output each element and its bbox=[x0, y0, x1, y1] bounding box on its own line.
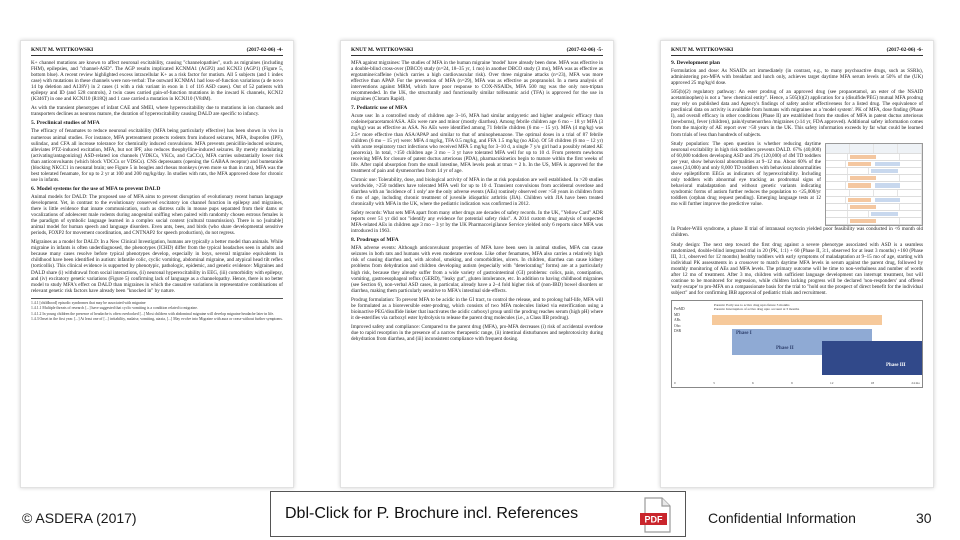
gantt-row-label: DSR bbox=[674, 329, 681, 334]
paragraph: Migraines as a model for DALD: In a New Clinical Investigation, humans are typically a better model than animals. While migraine in infants is often underdiagnosed, the phenotypes (ICHD) differ from the typical headaches seen in adults and because many cases resolve before typical phenotypes develop, especially in boys, several migraine equivalents in childhood have been identified in autism: infantile colic, cyclic vomiting, abdominal migraine, and atypical head tilt reflex (torticollis). This clinical evidence is supported by phenotypic, pathologic, epidemic, and genetic evidence: Migraines and DALD share (i) withdrawal from social interactions, (ii) neuronal hyperexcitability in EEG, (iii) comorbidity with epilepsy, and (iv) excitatory genetic variations (Figure 5) confirming lack of language as a channelopathy. Hence, there is no better model to study MFA's effect on DALD than migraines in which the causative variations in representative combinations of relevant genetic risk factors have already been "knocked in" by nature. bbox=[31, 239, 283, 294]
phase-label: Phase I bbox=[736, 330, 752, 336]
gantt-legend-item: Parents: Interruption of active drug upto account at 3 months bbox=[714, 306, 800, 311]
document-page-2 bbox=[340, 40, 614, 488]
gantt-axis-tick: 12 bbox=[830, 380, 834, 385]
paragraph: Prodrug formulation: To prevent MFA to be acidic in the GI tract, to control the release, and to prolong half-life, MFA will be formulated as a bioreversible ester-prodrug, which consists of two MFA molecules linked via esterification using a bioinactive PEG/disulfide linker that inactivates the acidic carboxyl group until the prodrug reaches serum (high pH) where it de-esterifies via carboxyl ester hydrolysis to release the parent drug molecules (i.e., a Class IIB prodrug). bbox=[351, 296, 603, 321]
paragraph: 505(b)(2) regulatory pathway: An ester prodrug of an approved drug (see propacetamol, an ester of the NSAID acetaminophen) is not a "new chemical entity". Hence, a 505(b)(2) application for a (disulfide/PEG) mutual MFA prodrug may rely on published data and Agency's findings of safety and/or effectiveness for a listed drug. The equivalence of preclinical data on activity is available from humans with migraines as a 'model system'. PK of MFA, dose finding (Phase I), and overall efficacy in other conditions (Phase II) are established from the studies of MFA in patent ductus arteriosus (newborns), fever (children), pain/dysmenorrhea /migraines (≥14 yr, FDA approved). Additional safety information comes from the majority of AE report over >50 years in the UK. This safety information exceeds by far what could be learned from trials of less than hundreds of subjects. bbox=[671, 89, 923, 138]
gantt-axis bbox=[674, 381, 920, 385]
gantt-axis-tick: 24 mo bbox=[911, 380, 920, 385]
section-title: 6. Model systems for the use of MFA to prevent DALD bbox=[31, 185, 161, 192]
gantt-row-label: Ofsc bbox=[674, 323, 681, 328]
footnote: 1.4.1 [childhood] episodic syndromes that may be associated with migraine bbox=[31, 300, 146, 305]
copyright-footer: © ASDERA (2017) bbox=[22, 510, 137, 526]
document-page-3 bbox=[660, 40, 934, 488]
page-header-date: (2017-02-06) -5- bbox=[566, 47, 603, 53]
page-body bbox=[31, 60, 283, 321]
trial-phase-diagram bbox=[671, 300, 923, 388]
page-header bbox=[351, 47, 603, 56]
paragraph: Acute use: In a controlled study of children age 3–16, MFA had similar antipyretic and higher analgesic efficacy than codeine/paracetamol/ASA. AEs were rare and minor (mostly diarrhea). Among febrile children age 6 mo – 18 yr MFA (3 mg/kg) was as effective as ASA. No AEs were identified among 71 febrile children (6 mo – 15 yr). MFA (4 mg/kg) was 2.5× more effective than ASA/APAP and similar to that of aminophenazone. The optimal doses in a trial of 87 febrile children (6 mo – 15 yr) were: MFA 4 mg/kg, TFA 0.5 mg/kg, and FFA 1.5 mg/kg (no AEs). Of 50 children (6 mo – 12 yr) with acute respiratory tract infections who received MFA 5 mg/kg for 3–10 d, a single 7 y/o girl had a possibly related AE (anorexia). In total, >150 children age 3 mo – 3 yr have tolerated MFA well for up to 10 d. From preterm newborns receiving MFA for closure of patent ductus arteriosus (PDA), pharmacokinetics begin to mature within the first weeks of life. After rapid absorption from the small intestine, MFA levels peak at tmax = 2 h. In the US, MFA is approved for the treatment of pain and dysmenorrhea from 14 yr of age. bbox=[351, 113, 603, 174]
confidential-footer: Confidential Information bbox=[708, 510, 856, 526]
gantt-axis-tick: 6 bbox=[752, 380, 754, 385]
page-header-author: KNUT M. WITTKOWSKI bbox=[671, 47, 734, 53]
page-header bbox=[671, 47, 923, 56]
document-page-1 bbox=[20, 40, 294, 488]
pdf-file-icon[interactable] bbox=[637, 496, 675, 534]
page-header-date: (2017-02-06) -6- bbox=[886, 47, 923, 53]
phase-label: Phase III bbox=[886, 362, 906, 368]
footnotes bbox=[31, 298, 283, 322]
paragraph: In Prader-Willi syndrome, a phase II trial of intranasal oxytocin yielded poor feasibility was conducted in <6 month old children. bbox=[671, 226, 923, 239]
gantt-axis-tick: 18 bbox=[870, 380, 875, 385]
page-header-author: KNUT M. WITTKOWSKI bbox=[351, 47, 414, 53]
section-title: 9. Development plan bbox=[671, 60, 720, 66]
paragraph: The efficacy of fenamates to reduce neuronal excitability (MFA being particularly effective) has been shown in vivo in numerous animal studies. For instance, MFA pretreatment protects rodents from induced seizures, MFA, ibuprofen (IPF), sulindac, and CFA all increase tolerance for chemically induced convulsions. MFA prevents penicillin-induced seizures, alleviates PTZ-induced excitation, MFA, but not IPF, also reduces theophylline-induced seizures. By merely modulating (activating/antagonizing) ASD-related ion channels (VDKCs, VKCs, and CaCCs), MFA carries substantially lower risk than anticonvulsants (which block VDCCs or VDSCs). CNS depressants (opening the GABAA receptor) and bumetanide (blocking NKCC1 in neonatal brain; see Figure 5 in beagles and rhesus monkeys (even more so than in rats), MFA was the best tolerated fenamate, for up to 2 yr at 100 and 200 mg/kg/day. In studies with rats, the MFA approved dose for chronic use in infants. bbox=[31, 128, 283, 183]
paragraph: Improved safety and compliance: Compared to the parent drug (MFA), pro-MFA decreases (i) risk of accidental overdose due to rapid resorption in the presence of a narrow therapeutic range, (ii) intestinal disturbances and nephrotoxicity during dehydration from diarrhea, and (iii) inconsistent compliance with frequent dosing. bbox=[351, 323, 603, 342]
section-title: 5. Preclinical studies of MFA bbox=[31, 120, 100, 127]
gantt-axis-tick: 3 bbox=[713, 380, 715, 385]
gantt-row-label: MD bbox=[674, 312, 680, 317]
footnote: 1.4.3 Onset in the first year. [...] At least one of [...] irritability, malaise, vomiting, ataxia, [...] May evolve into Migraine with aura or cease without further symptoms. bbox=[31, 316, 283, 321]
footnote: 1.4.1.1 Multiple threats of research [...] have suggested that cyclic vomiting is a condition related to migraine. bbox=[31, 306, 198, 311]
study-population-block bbox=[671, 141, 923, 227]
brochure-link-label[interactable]: Dbl-Click for P. Brochure incl. References bbox=[285, 505, 579, 522]
pdf-badge-text: PDF bbox=[644, 514, 663, 525]
gantt-legend-item: Parents: Early use to active drug upto future 3 months bbox=[714, 302, 790, 307]
slide-page-number: 30 bbox=[916, 510, 932, 526]
paragraph: Safety records: What sets MFA apart from many other drugs are decades of safety records. In the UK, "Yellow Card" ADR reports over 51 yr did not "identify any evidence for potential safety risks". A 2014 custom drug analysis of suspected MFA-related AEs in children age 3 mo – 3 yr by the UK Pharmacovigilance Service yielded only 6 reports since MFA was introduced in 1963. bbox=[351, 210, 603, 235]
gantt-row-label: ABs bbox=[674, 318, 681, 323]
paragraph: As with the transient phenotypes of infant CAE and SMEI, where hyperexcitability due to mutations in ion channels and transporters declines as neurons mature, the duration of hyperexcitability causing DALD are specific to infancy. bbox=[31, 105, 283, 118]
footnote: 1.4.1.2 In young children the presence of headache is often overlooked [...] Most children with abdominal migraine will develop migraine headache later in life. bbox=[31, 311, 275, 316]
paragraph: MFA adverse events: Although anticonvulsant properties of MFA have been seen in animal studies, MFA can cause seizures in both rats and humans with even moderate overdose. Like other fenamates, MFA also carries a relatively high risk of causing diarrhea and, with alcohol, smoking, and comorbidities, ulcers. In children, diarrhea can cause kidney problems from dehydration and children developing autism (especially with "deteriorating" forms) are at a particularly high risk, because they already suffer from a wide variety of gastrointestinal (GI) problems: colics, pain, constipation, vomiting, gastroesophageal reflux (GERD), "leaky gut", gluten intolerance, etc. In addition to having childhood migraines (see Section 6), non-verbal ASD cases, in particular, already have a 2–4 fold higher risk of (non-IBD) bowel disorders or diarrhea, making them particularly sensitive to MFA's intestinal side-effects. bbox=[351, 245, 603, 294]
phase-bar-3 bbox=[822, 341, 922, 375]
paragraph: Animal models for DALD: The proposed use of MFA aims to prevent disruption of evolutionary recent human language development. Yet, in contrast to the evolutionary conserved excitatory ion channel function in epilepsy and migraines, there is little evidence that innate communication, such as distress calls in mouse pups separated from their dams or vocalizations of adolescent male rodents during anogenital sniffing when paired with randomly chosen estrous females is the paradigm of symbolic language learned in a complex social context (cultural transmission). There is no [suitable] animal model for human speech and language disorders. Even ants, bees, and birds (who share developmental sensitive periods, FOXP2 for movement coordination, and CNTNAP2 for speech production), do not regress. bbox=[31, 193, 283, 237]
gantt-row-labels bbox=[674, 307, 685, 335]
gantt-legend bbox=[714, 303, 799, 311]
paragraph: Formulation and dose: As NSAIDs act immediately (in contrast, e.g., to many psychoactive drugs, such as SSRIs), administering pro-MFA with breakfast and lunch only, achieves target daytime MFA serum levels at 50% of the (UK) approved 25 mg/kg/d dose. bbox=[671, 68, 923, 87]
gantt-axis-tick: 0 bbox=[674, 380, 676, 385]
phase-label: Phase II bbox=[776, 345, 794, 351]
brochure-link-box[interactable] bbox=[270, 491, 686, 537]
section-title: 8. Prodrugs of MFA bbox=[351, 237, 399, 244]
page-header-date: (2017-02-06) -4- bbox=[246, 47, 283, 53]
timeline-table-figure bbox=[825, 143, 923, 227]
paragraph: Chronic use: Tolerability, dose, and biological activity of MFA in the at risk population are well established. In >20 studies worldwide, >250 toddlers have tolerated MFA well for up to 10 d. Transient convulsions from accidental overdose and diarrhea with an 'incidence of 1 only' are the only adverse events (AEs) routinely observed over >50 years in children from 6 mo of age, including chronic treatment of juvenile idiopathic arthritis (JIA). Children with JIA have been treated chronically with MFA in the UK, where the pediatric indication was confirmed in 2012. bbox=[351, 176, 603, 208]
paragraph: K+ channel mutations are known to affect neuronal excitability, causing "channelopathies", such as migraines (including FHM), epilepsies, and "channel-ASD". The AGP results implicated KCNMA1 (AGP2) and KCNJ3 (AGP1) (Figure 5, bottom blue). A recent review highlighted excess intracellular K+ as a risk factor for mutism. All 5 subjects (and 1 index case) with mutations in these channels were non-verbal: The outward KCNMA1 had loss-of-function variations (a de novo 14 bp deletion and A138V) in 2 cases (1 with a risk variant in exon in 1 of 116 ASD cases). Out of 52 patients with epilepsy and ID (and 528 controls), 2 twin cases carried gain-of-function mutations in the inward K channels, KCNJ2 (K346T) in one and KCNJ10 (R18Q) and 1 case carried a mutation in KCNJ10 (V84M). bbox=[31, 60, 283, 103]
phase-bar-1 bbox=[712, 315, 882, 325]
page-body bbox=[351, 60, 603, 342]
section-title: 7. Pediatric use of MFA bbox=[351, 105, 408, 112]
paragraph: Study population: The open question is whether reducing daytime neuronal excitability in high risk toddlers prevents DALD. 67% (40,000) of 60,000 toddlers developing ASD and 3% (120,000) of 4M TD toddlers per year, show behavioral abnormalities at 9–12 mo. About 60% of the cases (24,000) and only 8,000 TD toddlers with behavioral abnormalities show epileptiform EEGs as indicators of hyperexcitability. Including only toddlers with abnormal eye tracking as prodromal signs of behavioral maladaptation and without genetic variants indicating syndromic forms of autism further reduces the population to <25,000/yr toddlers (orphan drug request pending). Emerging language tests at 12 mo will further improve the predictive value. bbox=[671, 140, 821, 208]
gantt-row-label: PreMD bbox=[674, 306, 685, 311]
paragraph: MFA against migraines: The studies of MFA in the human migraine 'model' have already been done. MFA was effective in a double-blind cross-over (DBCO) study (n=24, 18–35 yr, 1 mo) in another DBCO study (3 mo), MFA was as effective as ergotamine/caffeine (which carries a high cardiovascular risk). Over three migraine attacks (n=23), MFA was more effective than APAP. For the prevention of MFA (n=29), MFA was as effective as propranolol. In a meta analysis of interventions against MRM, which have poor response to COX-NSAIDs, MFA 500 mg was the only non-triptan recommended. In the UK, the structurally and functionally similar tolfenamic acid (TFA) is approved for the use in migraines (Clotam Rapid). bbox=[351, 60, 603, 103]
gantt-axis-tick: 9 bbox=[791, 380, 793, 385]
page-header-author: KNUT M. WITTKOWSKI bbox=[31, 47, 94, 53]
page-body bbox=[671, 60, 923, 296]
paragraph: Study design: The next step toward the first drug against a severe phenotype associated with ASD is a seamless randomized, double-blind integrated trial in 20 (PK, 1:1) + 60 (Phase II, 3:1, observed for at least 3 months) +160 (Phase III, 3:1, observed for 12 months) healthy toddlers with early symptoms of maladaptation at 9–15 mo of age, starting with individual PK assessments in a crossover to match daytime MFA levels in serum against the parent drug, followed by monthly monitoring of AEs and MFA levels. The primary outcome will be time to non-verbalness and number of words after 12 mo of treatment. After 3 mo, children with sufficient language development can interrupt treatment, but will continue to be monitored for regression, while children lacking progress will be declared 'non-responders' and offered 'early escape' to pro-MFA on a compassionate basis for the trial to "hold out the prospect of direct benefit for the individual subject" and for confirming IRB approval of pediatric trials and recruitment. bbox=[671, 241, 923, 296]
page-header bbox=[31, 47, 283, 56]
